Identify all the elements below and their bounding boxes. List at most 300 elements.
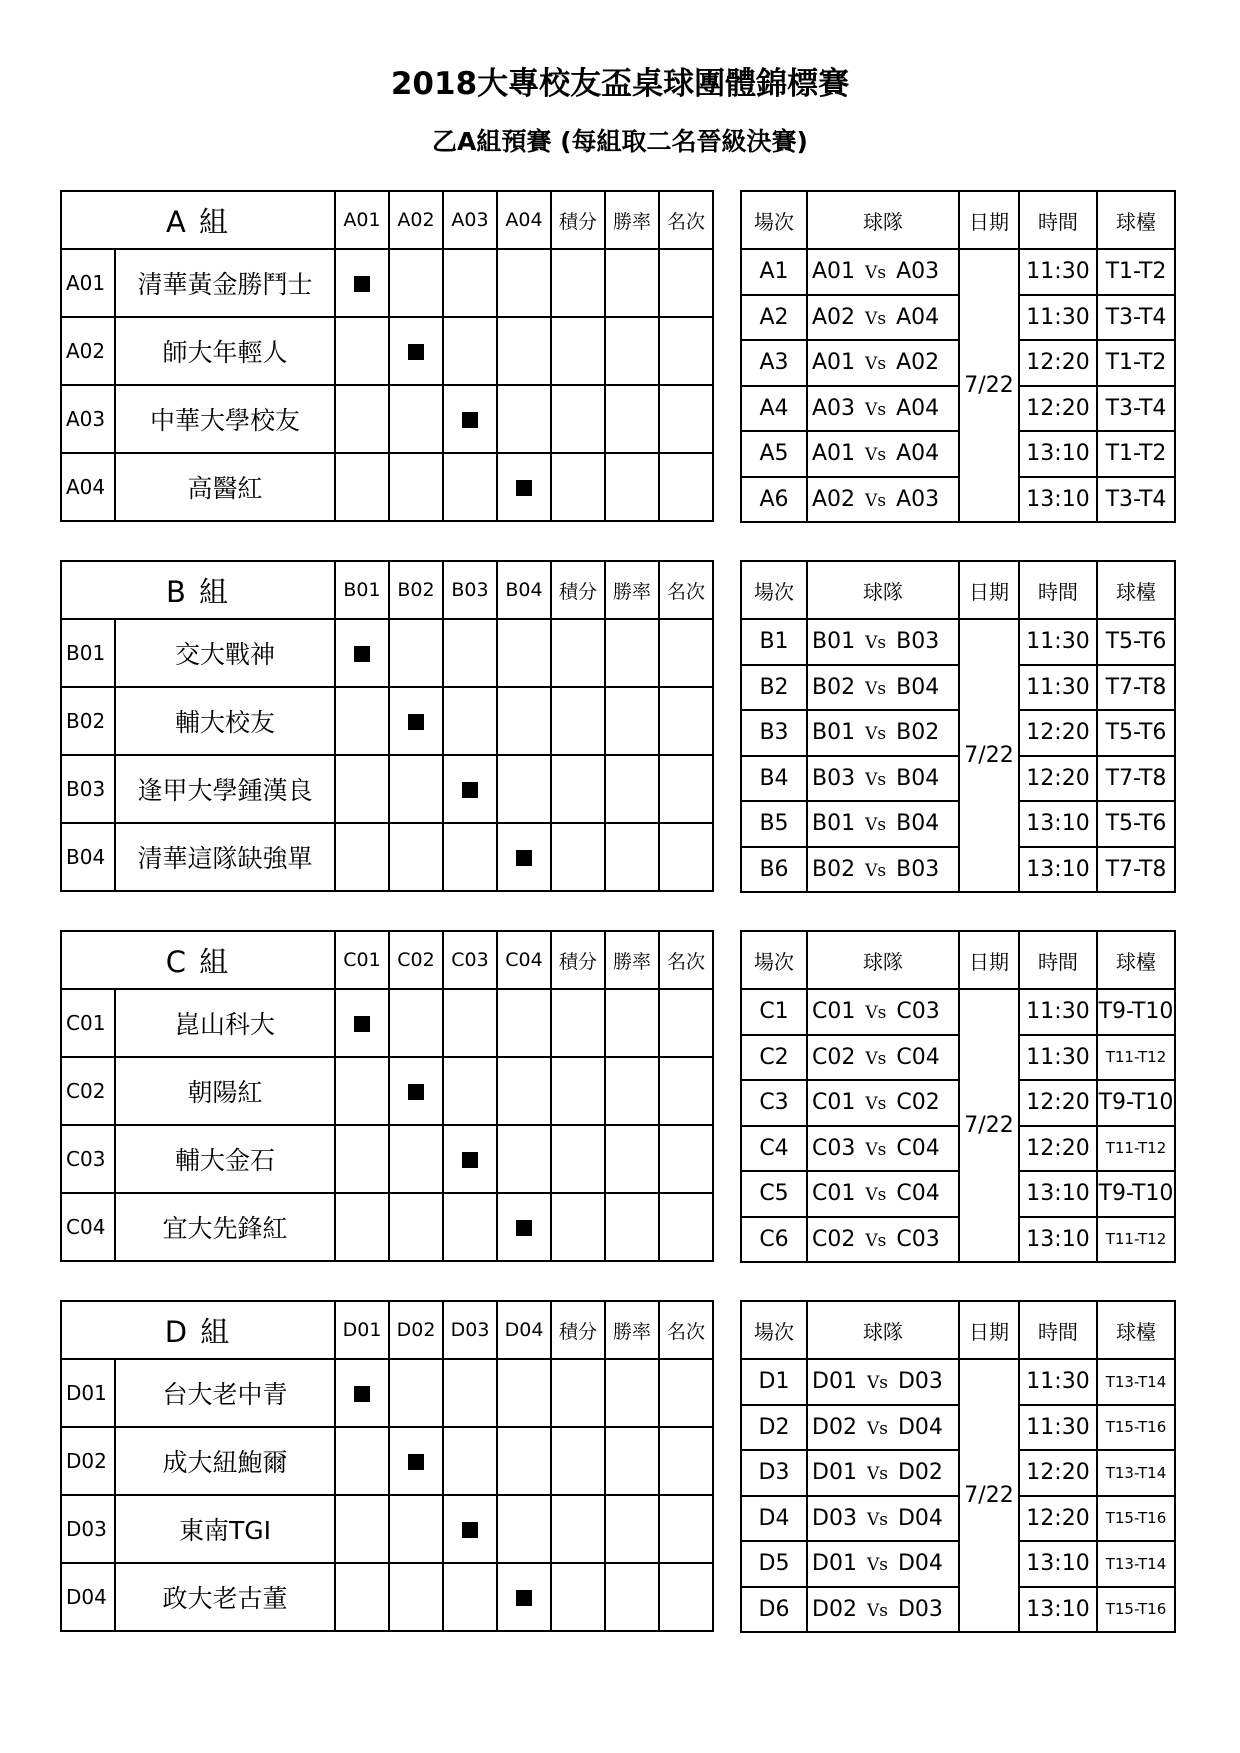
table-cell: T3-T4 bbox=[1097, 295, 1175, 341]
column-header-code: A04 bbox=[497, 191, 551, 249]
result-cell bbox=[389, 1495, 443, 1563]
result-cell bbox=[335, 1193, 389, 1261]
column-header-teams: 球隊 bbox=[807, 561, 959, 619]
result-cell bbox=[389, 249, 443, 317]
result-cell bbox=[335, 687, 389, 755]
team-name: 成大紐鮑爾 bbox=[115, 1427, 335, 1495]
result-cell bbox=[443, 1193, 497, 1261]
rank-cell bbox=[659, 1193, 713, 1261]
self-match-cell bbox=[389, 317, 443, 385]
game-row bbox=[741, 295, 1175, 341]
versus-label: Vs bbox=[865, 1094, 887, 1115]
matchup-cell bbox=[807, 340, 959, 386]
home-team-code: D03 bbox=[812, 1505, 857, 1531]
column-header-table: 球檯 bbox=[1097, 191, 1175, 249]
home-team-code: C01 bbox=[812, 999, 856, 1025]
home-team-code: A02 bbox=[812, 486, 856, 512]
away-team-code: C03 bbox=[896, 1226, 940, 1252]
game-row bbox=[741, 619, 1175, 665]
time-cell: 12:20 bbox=[1019, 1450, 1097, 1496]
matchup-cell bbox=[807, 1405, 959, 1451]
schedule-table bbox=[740, 930, 1176, 1263]
away-team-code: D03 bbox=[897, 1369, 943, 1395]
home-team-code: C03 bbox=[812, 1135, 856, 1161]
rank-cell bbox=[659, 1495, 713, 1563]
game-id: A2 bbox=[741, 295, 807, 341]
game-row bbox=[741, 477, 1175, 523]
result-cell bbox=[389, 1563, 443, 1631]
away-team-code: B04 bbox=[896, 765, 940, 791]
game-row bbox=[741, 1171, 1175, 1217]
filled-square-icon bbox=[354, 646, 370, 662]
team-name: 交大戰神 bbox=[115, 619, 335, 687]
table-cell: T1-T2 bbox=[1097, 431, 1175, 477]
game-id: D6 bbox=[741, 1587, 807, 1633]
win-rate-cell bbox=[605, 619, 659, 687]
column-header-time: 時間 bbox=[1019, 561, 1097, 619]
matchup-cell bbox=[807, 1496, 959, 1542]
team-code: B02 bbox=[61, 687, 115, 755]
win-rate-cell bbox=[605, 453, 659, 521]
column-header: 勝率 bbox=[605, 561, 659, 619]
time-cell: 12:20 bbox=[1019, 340, 1097, 386]
versus-label: Vs bbox=[865, 633, 887, 654]
game-row bbox=[741, 665, 1175, 711]
matchup-cell bbox=[807, 1359, 959, 1405]
game-row bbox=[741, 1587, 1175, 1633]
rank-cell bbox=[659, 619, 713, 687]
matchup-cell bbox=[807, 1217, 959, 1263]
column-header: 名次 bbox=[659, 561, 713, 619]
rank-cell bbox=[659, 1563, 713, 1631]
result-cell bbox=[497, 1495, 551, 1563]
home-team-code: D01 bbox=[812, 1551, 857, 1577]
team-code: D03 bbox=[61, 1495, 115, 1563]
points-cell bbox=[551, 823, 605, 891]
win-rate-cell bbox=[605, 249, 659, 317]
page-subtitle: 乙A組預賽 (每組取二名晉級決賽) bbox=[432, 127, 808, 156]
game-row bbox=[741, 1405, 1175, 1451]
group-label: A 組 bbox=[61, 191, 335, 249]
game-id: B5 bbox=[741, 801, 807, 847]
filled-square-icon bbox=[354, 276, 370, 292]
win-rate-cell bbox=[605, 755, 659, 823]
table-cell: T3-T4 bbox=[1097, 477, 1175, 523]
versus-label: Vs bbox=[865, 815, 887, 836]
self-match-cell bbox=[335, 619, 389, 687]
team-code: C02 bbox=[61, 1057, 115, 1125]
matchup-cell bbox=[807, 710, 959, 756]
game-id: C3 bbox=[741, 1080, 807, 1126]
team-name: 朝陽紅 bbox=[115, 1057, 335, 1125]
team-name: 東南TGI bbox=[115, 1495, 335, 1563]
team-row bbox=[61, 989, 713, 1057]
result-cell bbox=[497, 249, 551, 317]
points-cell bbox=[551, 989, 605, 1057]
time-cell: 11:30 bbox=[1019, 1405, 1097, 1451]
game-id: B1 bbox=[741, 619, 807, 665]
column-header-date: 日期 bbox=[959, 1301, 1019, 1359]
schedule-table bbox=[740, 560, 1176, 893]
result-cell bbox=[335, 317, 389, 385]
points-cell bbox=[551, 755, 605, 823]
column-header-code: A03 bbox=[443, 191, 497, 249]
home-team-code: A03 bbox=[812, 395, 856, 421]
rank-cell bbox=[659, 687, 713, 755]
column-header-code: D02 bbox=[389, 1301, 443, 1359]
self-match-cell bbox=[497, 1193, 551, 1261]
versus-label: Vs bbox=[866, 1373, 888, 1394]
self-match-cell bbox=[443, 1125, 497, 1193]
team-row bbox=[61, 755, 713, 823]
matchup-cell bbox=[807, 1171, 959, 1217]
time-cell: 12:20 bbox=[1019, 1080, 1097, 1126]
versus-label: Vs bbox=[865, 1003, 887, 1024]
standing-table bbox=[60, 560, 714, 892]
column-header-game: 場次 bbox=[741, 191, 807, 249]
column-header-code: B01 bbox=[335, 561, 389, 619]
win-rate-cell bbox=[605, 385, 659, 453]
win-rate-cell bbox=[605, 687, 659, 755]
points-cell bbox=[551, 1057, 605, 1125]
result-cell bbox=[443, 317, 497, 385]
time-cell: 12:20 bbox=[1019, 386, 1097, 432]
versus-label: Vs bbox=[865, 1230, 887, 1251]
game-row bbox=[741, 1496, 1175, 1542]
time-cell: 11:30 bbox=[1019, 1359, 1097, 1405]
filled-square-icon bbox=[516, 480, 532, 496]
time-cell: 13:10 bbox=[1019, 801, 1097, 847]
result-cell bbox=[335, 453, 389, 521]
column-header-code: A02 bbox=[389, 191, 443, 249]
filled-square-icon bbox=[516, 1590, 532, 1606]
win-rate-cell bbox=[605, 1563, 659, 1631]
home-team-code: D02 bbox=[812, 1596, 857, 1622]
game-row bbox=[741, 756, 1175, 802]
table-cell: T13-T14 bbox=[1097, 1450, 1175, 1496]
column-header-teams: 球隊 bbox=[807, 1301, 959, 1359]
win-rate-cell bbox=[605, 989, 659, 1057]
team-name: 高醫紅 bbox=[115, 453, 335, 521]
home-team-code: C01 bbox=[812, 1181, 856, 1207]
group-label: D 組 bbox=[61, 1301, 335, 1359]
column-header: 名次 bbox=[659, 931, 713, 989]
column-header-code: D03 bbox=[443, 1301, 497, 1359]
filled-square-icon bbox=[516, 850, 532, 866]
home-team-code: A01 bbox=[812, 259, 856, 285]
team-row bbox=[61, 1193, 713, 1261]
matchup-cell bbox=[807, 386, 959, 432]
versus-label: Vs bbox=[865, 724, 887, 745]
result-cell bbox=[443, 249, 497, 317]
table-cell: T7-T8 bbox=[1097, 756, 1175, 802]
team-name: 崑山科大 bbox=[115, 989, 335, 1057]
filled-square-icon bbox=[408, 344, 424, 360]
standing-table bbox=[60, 190, 714, 522]
game-id: B4 bbox=[741, 756, 807, 802]
result-cell bbox=[443, 1359, 497, 1427]
team-code: D04 bbox=[61, 1563, 115, 1631]
self-match-cell bbox=[497, 453, 551, 521]
result-cell bbox=[497, 687, 551, 755]
team-name: 師大年輕人 bbox=[115, 317, 335, 385]
time-cell: 12:20 bbox=[1019, 756, 1097, 802]
filled-square-icon bbox=[354, 1016, 370, 1032]
column-header-date: 日期 bbox=[959, 191, 1019, 249]
game-id: B2 bbox=[741, 665, 807, 711]
away-team-code: A04 bbox=[896, 441, 940, 467]
team-code: B01 bbox=[61, 619, 115, 687]
matchup-cell bbox=[807, 249, 959, 295]
time-cell: 13:10 bbox=[1019, 1541, 1097, 1587]
result-cell bbox=[335, 755, 389, 823]
game-row bbox=[741, 710, 1175, 756]
home-team-code: D01 bbox=[812, 1460, 857, 1486]
versus-label: Vs bbox=[865, 263, 887, 284]
result-cell bbox=[335, 1125, 389, 1193]
column-header: 積分 bbox=[551, 191, 605, 249]
time-cell: 13:10 bbox=[1019, 1217, 1097, 1263]
home-team-code: B01 bbox=[812, 720, 856, 746]
table-cell: T9-T10 bbox=[1097, 1080, 1175, 1126]
result-cell bbox=[497, 1427, 551, 1495]
time-cell: 13:10 bbox=[1019, 847, 1097, 893]
game-id: B3 bbox=[741, 710, 807, 756]
versus-label: Vs bbox=[866, 1418, 888, 1439]
column-header-code: A01 bbox=[335, 191, 389, 249]
rank-cell bbox=[659, 385, 713, 453]
team-code: D01 bbox=[61, 1359, 115, 1427]
team-name: 逢甲大學鍾漢良 bbox=[115, 755, 335, 823]
filled-square-icon bbox=[462, 1152, 478, 1168]
time-cell: 13:10 bbox=[1019, 1587, 1097, 1633]
team-row bbox=[61, 619, 713, 687]
home-team-code: A02 bbox=[812, 304, 856, 330]
matchup-cell bbox=[807, 989, 959, 1035]
versus-label: Vs bbox=[866, 1509, 888, 1530]
matchup-cell bbox=[807, 847, 959, 893]
group-label: C 組 bbox=[61, 931, 335, 989]
team-row bbox=[61, 249, 713, 317]
away-team-code: A04 bbox=[896, 395, 940, 421]
team-code: B03 bbox=[61, 755, 115, 823]
game-row bbox=[741, 1217, 1175, 1263]
win-rate-cell bbox=[605, 1193, 659, 1261]
team-row bbox=[61, 1359, 713, 1427]
self-match-cell bbox=[497, 1563, 551, 1631]
rank-cell bbox=[659, 1125, 713, 1193]
home-team-code: C02 bbox=[812, 1226, 856, 1252]
column-header-code: D04 bbox=[497, 1301, 551, 1359]
table-cell: T5-T6 bbox=[1097, 710, 1175, 756]
versus-label: Vs bbox=[865, 1139, 887, 1160]
away-team-code: C04 bbox=[896, 1181, 940, 1207]
points-cell bbox=[551, 1495, 605, 1563]
team-code: C04 bbox=[61, 1193, 115, 1261]
self-match-cell bbox=[443, 755, 497, 823]
team-code: A03 bbox=[61, 385, 115, 453]
game-id: D4 bbox=[741, 1496, 807, 1542]
win-rate-cell bbox=[605, 823, 659, 891]
result-cell bbox=[443, 687, 497, 755]
self-match-cell bbox=[335, 1359, 389, 1427]
table-cell: T15-T16 bbox=[1097, 1587, 1175, 1633]
game-id: A3 bbox=[741, 340, 807, 386]
matchup-cell bbox=[807, 1450, 959, 1496]
page-title: 2018大專校友盃桌球團體錦標賽 bbox=[390, 66, 850, 102]
game-row bbox=[741, 1126, 1175, 1172]
result-cell bbox=[389, 755, 443, 823]
team-row bbox=[61, 1427, 713, 1495]
column-header: 名次 bbox=[659, 1301, 713, 1359]
win-rate-cell bbox=[605, 1359, 659, 1427]
result-cell bbox=[389, 453, 443, 521]
away-team-code: A03 bbox=[896, 486, 940, 512]
matchup-cell bbox=[807, 1080, 959, 1126]
result-cell bbox=[389, 1359, 443, 1427]
win-rate-cell bbox=[605, 317, 659, 385]
game-id: D3 bbox=[741, 1450, 807, 1496]
matchup-cell bbox=[807, 1541, 959, 1587]
filled-square-icon bbox=[408, 1084, 424, 1100]
team-code: A02 bbox=[61, 317, 115, 385]
away-team-code: B02 bbox=[896, 720, 940, 746]
team-row bbox=[61, 1563, 713, 1631]
game-row bbox=[741, 801, 1175, 847]
result-cell bbox=[335, 1057, 389, 1125]
versus-label: Vs bbox=[865, 1185, 887, 1206]
team-code: B04 bbox=[61, 823, 115, 891]
away-team-code: C03 bbox=[896, 999, 940, 1025]
self-match-cell bbox=[389, 687, 443, 755]
team-row bbox=[61, 317, 713, 385]
column-header-code: C04 bbox=[497, 931, 551, 989]
rank-cell bbox=[659, 249, 713, 317]
self-match-cell bbox=[335, 249, 389, 317]
result-cell bbox=[389, 1193, 443, 1261]
column-header-game: 場次 bbox=[741, 931, 807, 989]
self-match-cell bbox=[389, 1427, 443, 1495]
filled-square-icon bbox=[462, 1522, 478, 1538]
win-rate-cell bbox=[605, 1057, 659, 1125]
table-cell: T11-T12 bbox=[1097, 1217, 1175, 1263]
points-cell bbox=[551, 1427, 605, 1495]
column-header-game: 場次 bbox=[741, 1301, 807, 1359]
result-cell bbox=[389, 619, 443, 687]
away-team-code: D02 bbox=[897, 1460, 943, 1486]
self-match-cell bbox=[443, 385, 497, 453]
team-code: A04 bbox=[61, 453, 115, 521]
result-cell bbox=[389, 989, 443, 1057]
matchup-cell bbox=[807, 665, 959, 711]
home-team-code: A01 bbox=[812, 441, 856, 467]
column-header: 勝率 bbox=[605, 1301, 659, 1359]
result-cell bbox=[443, 453, 497, 521]
time-cell: 12:20 bbox=[1019, 710, 1097, 756]
team-name: 台大老中青 bbox=[115, 1359, 335, 1427]
team-row bbox=[61, 1125, 713, 1193]
versus-label: Vs bbox=[865, 769, 887, 790]
home-team-code: C02 bbox=[812, 1044, 856, 1070]
standing-table bbox=[60, 930, 714, 1262]
points-cell bbox=[551, 249, 605, 317]
table-cell: T15-T16 bbox=[1097, 1496, 1175, 1542]
column-header-time: 時間 bbox=[1019, 191, 1097, 249]
table-cell: T9-T10 bbox=[1097, 1171, 1175, 1217]
game-id: C6 bbox=[741, 1217, 807, 1263]
result-cell bbox=[389, 385, 443, 453]
home-team-code: D02 bbox=[812, 1414, 857, 1440]
rank-cell bbox=[659, 1057, 713, 1125]
points-cell bbox=[551, 385, 605, 453]
column-header: 積分 bbox=[551, 931, 605, 989]
home-team-code: B02 bbox=[812, 856, 856, 882]
matchup-cell bbox=[807, 1126, 959, 1172]
column-header-code: B04 bbox=[497, 561, 551, 619]
points-cell bbox=[551, 687, 605, 755]
team-row bbox=[61, 823, 713, 891]
column-header: 勝率 bbox=[605, 191, 659, 249]
game-id: A4 bbox=[741, 386, 807, 432]
filled-square-icon bbox=[516, 1220, 532, 1236]
date-cell: 7/22 bbox=[959, 619, 1019, 892]
game-row bbox=[741, 1035, 1175, 1081]
column-header-teams: 球隊 bbox=[807, 191, 959, 249]
game-row bbox=[741, 386, 1175, 432]
matchup-cell bbox=[807, 619, 959, 665]
result-cell bbox=[443, 1057, 497, 1125]
result-cell bbox=[497, 989, 551, 1057]
team-name: 中華大學校友 bbox=[115, 385, 335, 453]
points-cell bbox=[551, 619, 605, 687]
versus-label: Vs bbox=[865, 678, 887, 699]
versus-label: Vs bbox=[866, 1555, 888, 1576]
versus-label: Vs bbox=[865, 1048, 887, 1069]
result-cell bbox=[443, 619, 497, 687]
versus-label: Vs bbox=[865, 308, 887, 329]
result-cell bbox=[497, 1125, 551, 1193]
table-cell: T9-T10 bbox=[1097, 989, 1175, 1035]
win-rate-cell bbox=[605, 1495, 659, 1563]
home-team-code: D01 bbox=[812, 1369, 857, 1395]
points-cell bbox=[551, 1359, 605, 1427]
game-row bbox=[741, 249, 1175, 295]
result-cell bbox=[497, 1057, 551, 1125]
away-team-code: B03 bbox=[896, 856, 940, 882]
group-label: B 組 bbox=[61, 561, 335, 619]
win-rate-cell bbox=[605, 1125, 659, 1193]
column-header-table: 球檯 bbox=[1097, 931, 1175, 989]
game-id: A5 bbox=[741, 431, 807, 477]
time-cell: 11:30 bbox=[1019, 619, 1097, 665]
away-team-code: B03 bbox=[896, 629, 940, 655]
game-id: C4 bbox=[741, 1126, 807, 1172]
team-row bbox=[61, 687, 713, 755]
game-row bbox=[741, 431, 1175, 477]
result-cell bbox=[443, 1563, 497, 1631]
matchup-cell bbox=[807, 477, 959, 523]
column-header-code: C01 bbox=[335, 931, 389, 989]
result-cell bbox=[335, 1427, 389, 1495]
column-header-code: B03 bbox=[443, 561, 497, 619]
game-id: D1 bbox=[741, 1359, 807, 1405]
away-team-code: A02 bbox=[896, 350, 940, 376]
table-cell: T11-T12 bbox=[1097, 1035, 1175, 1081]
rank-cell bbox=[659, 823, 713, 891]
matchup-cell bbox=[807, 756, 959, 802]
team-row bbox=[61, 1495, 713, 1563]
versus-label: Vs bbox=[865, 354, 887, 375]
